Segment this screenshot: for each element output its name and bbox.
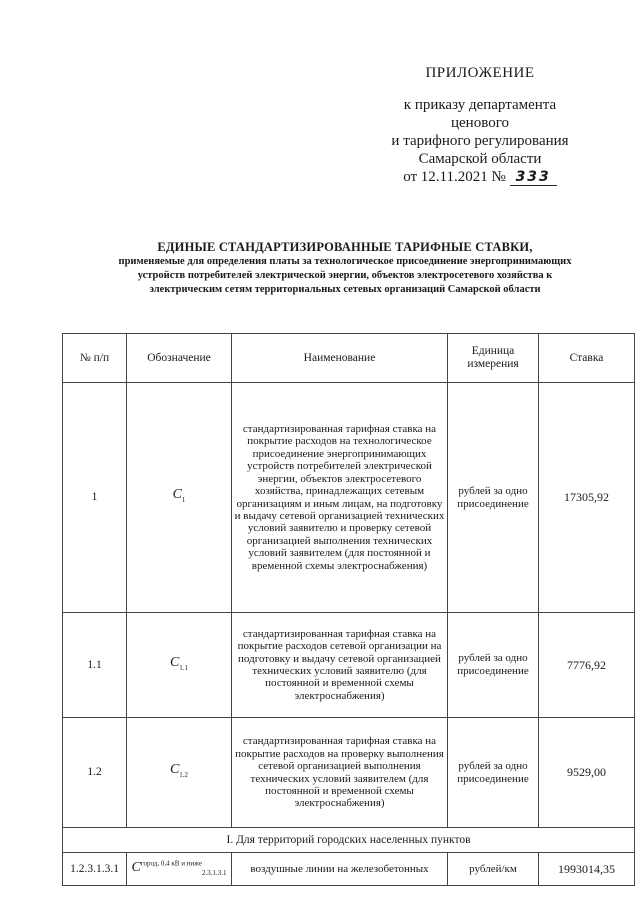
appendix-date-line	[380, 168, 580, 186]
symbol-superscript: город, 0,4 кВ и ниже	[140, 859, 203, 868]
document-title: ЕДИНЫЕ СТАНДАРТИЗИРОВАННЫЕ ТАРИФНЫЕ СТАВКИ,	[157, 240, 533, 254]
header-symbol: Обозначение	[127, 334, 232, 383]
row-symbol	[127, 383, 232, 613]
row-number: 1.2.3.1.3.1	[63, 853, 127, 886]
appendix-title: ПРИЛОЖЕНИЕ	[425, 65, 535, 81]
symbol-subscript: 2.3.1.3.1	[202, 869, 227, 878]
row-rate: 1993014,35	[539, 853, 635, 886]
symbol-letter: C	[169, 762, 180, 778]
row-symbol	[127, 718, 232, 828]
row-name: стандартизированная тарифная ставка на покрытие расходов на проверку выполнения сетевой организацией выполнения технических условий заявителем (для постоянной и временной схемы электроснабжения)	[232, 718, 448, 828]
row-name: воздушные линии на железобетонных	[232, 853, 448, 886]
document-subtitle: применяемые для определения платы за технологическое присоединение энергопринимающих устройств потребителей электрической энергии, объектов электросетевого хозяйства к электрическим сетям территориальных сетевых организаций Самарской области	[118, 256, 572, 295]
header-name: Наименование	[232, 334, 448, 383]
row-number: 1.1	[63, 613, 127, 718]
tariff-table	[62, 333, 635, 886]
section-title: I. Для территорий городских населенных пунктов	[63, 828, 635, 853]
symbol-letter: C	[131, 860, 141, 876]
appendix-line-2: и тарифного регулирования	[391, 133, 569, 149]
row-number: 1.2	[63, 718, 127, 828]
header-number: № п/п	[63, 334, 127, 383]
document-heading	[110, 240, 580, 297]
row-unit: рублей за одно присоединение	[448, 718, 539, 828]
appendix-line-3: Самарской области	[418, 151, 542, 167]
symbol-subscript: 1.2	[179, 770, 189, 779]
table-row	[63, 853, 635, 886]
row-symbol	[127, 853, 232, 886]
row-unit: рублей/км	[448, 853, 539, 886]
symbol-subscript: 1.1	[179, 663, 189, 672]
table-row	[63, 613, 635, 718]
section-row	[63, 828, 635, 853]
header-unit: Единица измерения	[448, 334, 539, 383]
appendix-block	[380, 64, 580, 186]
table-row	[63, 383, 635, 613]
row-rate: 7776,92	[539, 613, 635, 718]
row-number: 1	[63, 383, 127, 613]
appendix-date: от 12.11.2021 №	[403, 169, 506, 185]
symbol-letter: C	[169, 654, 180, 670]
table-row	[63, 718, 635, 828]
table-header-row	[63, 334, 635, 383]
symbol-subscript: 1	[181, 495, 186, 504]
row-symbol	[127, 613, 232, 718]
row-rate: 17305,92	[539, 383, 635, 613]
row-name: стандартизированная тарифная ставка на покрытие расходов сетевой организации на подготовку и выдачу сетевой организацией технических условий заявителю (для постоянной и временной схемы электроснабжения)	[232, 613, 448, 718]
symbol-letter: C	[172, 487, 182, 503]
row-rate: 9529,00	[539, 718, 635, 828]
order-number: 333	[510, 169, 557, 186]
appendix-line-1: к приказу департамента ценового	[403, 97, 557, 131]
header-rate: Ставка	[539, 334, 635, 383]
row-unit: рублей за одно присоединение	[448, 613, 539, 718]
row-unit: рублей за одно присоединение	[448, 383, 539, 613]
row-name: стандартизированная тарифная ставка на покрытие расходов на технологическое присоединение энергопринимающих устройств потребителей электрической энергии, объектов электросетевого хозяйства, принадлежащих сетевым организациям и иным лицам, на подготовку и выдачу сетевой организацией технических условий заявителю и проверку сетевой организацией выполнения технических условий заявителем (для постоянной и временной схемы электроснабжения)	[232, 383, 448, 613]
